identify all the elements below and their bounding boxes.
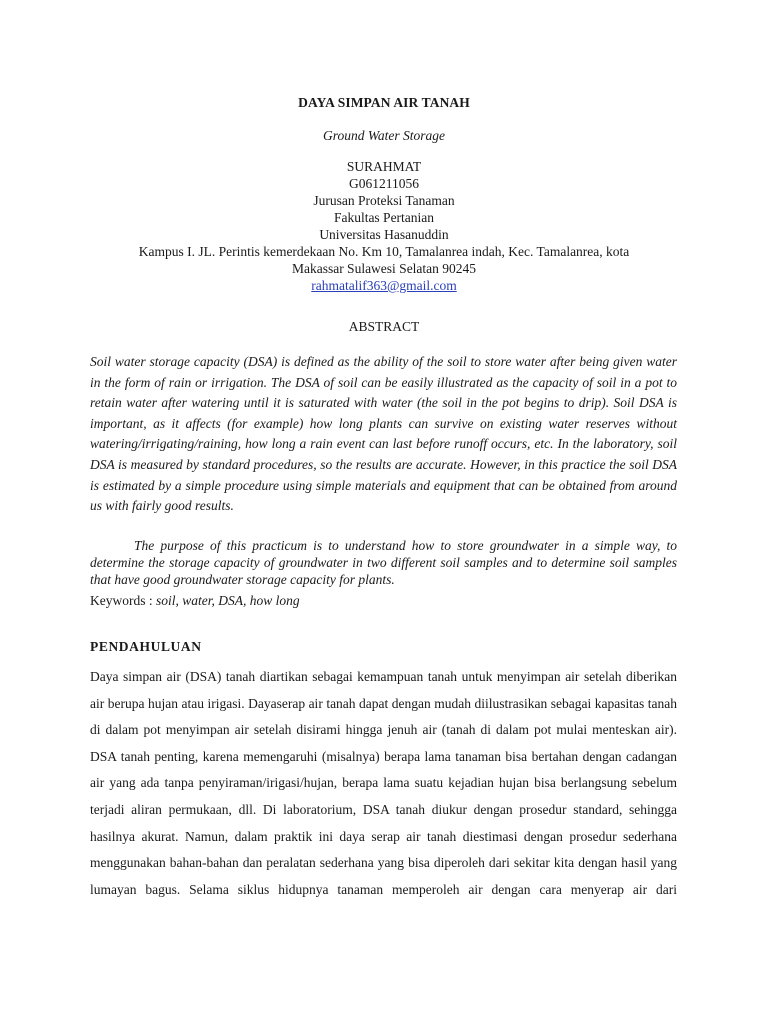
paper-subtitle: Ground Water Storage (322, 128, 445, 143)
paper-title: DAYA SIMPAN AIR TANAH (298, 95, 470, 110)
introduction-paragraph: Daya simpan air (DSA) tanah diartikan sebagai kemampuan tanah untuk menyimpan air setelah diberikan air berupa hujan atau irigasi. Dayaserap air tanah dapat dengan mudah diilustrasikan sebagai kapasitas tanah di dalam pot menyimpan air setelah disirami hingga jenuh air (tanah di dalam pot mulai menteskan air). DSA tanah penting, karena memengaruhi (misalnya) berapa lama tanaman bisa bertahan dengan cadangan air yang ada tanpa penyiraman/irigasi/hujan, berapa lama suatu kejadian hujan bisa berlangsung sebelum terjadi aliran permukaan, dll. Di laboratorium, DSA tanah diukur dengan prosedur standard, sehingga hasilnya akurat. Namun, dalam praktik ini daya serap air tanah diestimasi dengan prosedur sederhana menggunakan bahan-bahan dan peralatan sederhana yang bisa diperoleh dari sekitar kita dengan hasil yang lumayan bagus. Selama siklus hidupnya tanaman memperoleh air dengan cara menyerap air dari (90, 669, 677, 897)
abstract-paragraph-1: Soil water storage capacity (DSA) is defined as the ability of the soil to store water after being given water in the form of rain or irrigation. The DSA of soil can be easily illustrated as the capacity of soil in a pot to retain water after watering until it is saturated with water (the soil in the pot begins to drip). Soil DSA is important, as it affects (for example) how long plants can survive on existing water reserves without watering/irrigating/raining, how long a rain event can last before runoff occurs, etc. In the laboratory, soil DSA is measured by standard procedures, so the results are accurate. However, in this practice the soil DSA is estimated by a simple procedure using simple materials and equipment that can be obtained from around us with fairly good results. (90, 354, 677, 514)
abstract-paragraph-2: The purpose of this practicum is to understand how to store groundwater in a simple way, to determine the storage capacity of groundwater in two different soil samples and to determine soil samples that have good groundwater storage capacity for plants. (90, 538, 677, 587)
author-address-line2: Makassar Sulawesi Selatan 90245 (291, 261, 477, 276)
author-university: Universitas Hasanuddin (319, 227, 449, 242)
author-id: G061211056 (349, 176, 419, 191)
abstract-heading: ABSTRACT (348, 319, 420, 334)
keywords-label: Keywords : (90, 593, 153, 608)
author-faculty: Fakultas Pertanian (333, 210, 435, 225)
author-name: SURAHMAT (346, 159, 422, 174)
keywords-line (90, 592, 300, 609)
author-email-link[interactable]: rahmatalif363@gmail.com (311, 278, 457, 293)
keywords-values: soil, water, DSA, how long (156, 593, 300, 608)
author-address-line1: Kampus I. JL. Perintis kemerdekaan No. Km 10, Tamalanrea indah, Kec. Tamalanrea, kota (138, 244, 630, 259)
author-department: Jurusan Proteksi Tanaman (313, 193, 455, 208)
section-heading-introduction: PENDAHULUAN (90, 639, 202, 654)
author-block (0, 158, 768, 294)
